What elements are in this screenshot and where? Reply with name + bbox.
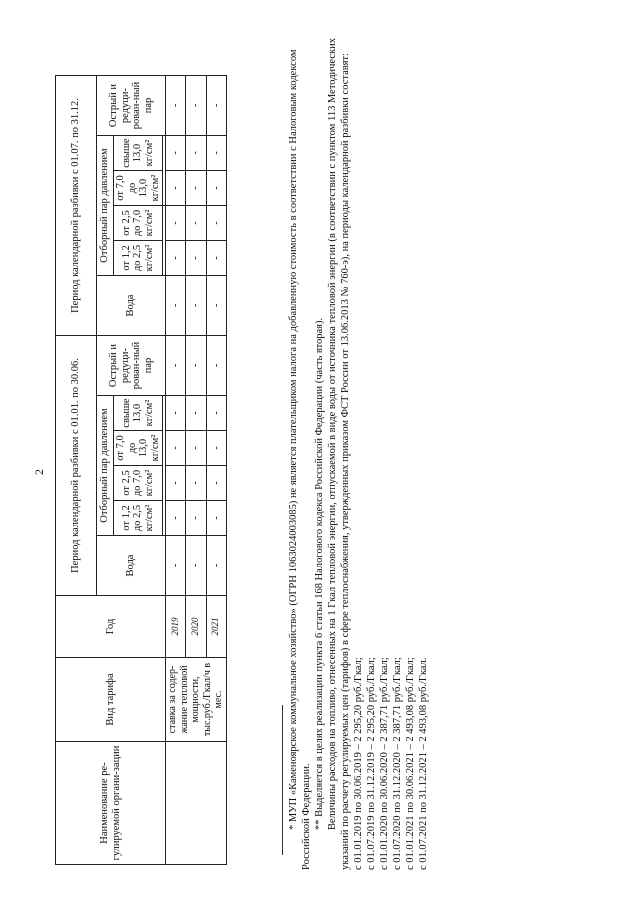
header-pressure-1: от 1,2 до 2,5 кг/см²	[114, 241, 163, 276]
header-period-2: Период календарной разбивки с 01.07. по 31.12.	[56, 76, 97, 336]
value-cell: -	[186, 536, 206, 596]
fuel-cost-list	[352, 10, 430, 870]
value-cell: -	[206, 136, 226, 171]
year-cell: 2020	[186, 596, 206, 658]
value-cell: -	[206, 536, 226, 596]
value-cell: -	[206, 466, 226, 501]
value-cell: -	[186, 396, 206, 431]
value-cell: -	[206, 431, 226, 466]
value-cell: -	[166, 76, 186, 136]
value-cell: -	[166, 431, 186, 466]
value-cell: -	[206, 76, 226, 136]
header-sharp-steam-2: Острый и редуци-рован-ный пар	[97, 76, 166, 136]
table-row	[166, 76, 186, 865]
value-cell: -	[186, 136, 206, 171]
value-cell: -	[206, 396, 226, 431]
value-cell: -	[166, 536, 186, 596]
header-water-1: Вода	[97, 536, 166, 596]
header-pressure-4: свыше 13,0 кг/см²	[114, 136, 163, 171]
tariff-kind-cell: ставка за содер-жание тепловой мощности, тыс.руб./Гкал/ч в мес.	[166, 658, 227, 742]
tariff-table	[55, 75, 227, 865]
list-item: с 01.01.2019 по 30.06.2019 – 2 295,20 руб./Гкал;	[353, 657, 364, 870]
header-selective-steam-2: Отборный пар давлением	[97, 136, 114, 276]
list-item: с 01.07.2020 по 31.12.2020 – 2 387,71 руб./Гкал;	[392, 657, 403, 870]
value-cell: -	[186, 336, 206, 396]
value-cell: -	[166, 206, 186, 241]
value-cell: -	[166, 501, 186, 536]
notes-block	[287, 10, 430, 870]
fuel-cost-paragraph: Величины расходов на топливо, отнесенных на 1 Гкал тепловой энергии, отпускаемой в виде воды от источника тепловой энергии (в соответствии с пунктом 113 Методических указаний по расчету регулируемых цен (тарифов) в сфере теплоснабжения, утвержденных приказом ФСТ России от 13.06.2013 № 760-э), на периоды календарной разбивки составят:	[327, 37, 351, 870]
header-pressure-2: от 2,5 до 7,0 кг/см²	[114, 466, 163, 501]
value-cell: -	[166, 136, 186, 171]
value-cell: -	[186, 276, 206, 336]
value-cell: -	[166, 171, 186, 206]
list-item: с 01.01.2020 по 30.06.2020 – 2 387,71 руб./Гкал;	[379, 657, 390, 870]
value-cell: -	[166, 276, 186, 336]
header-pressure-1: от 1,2 до 2,5 кг/см²	[114, 501, 163, 536]
header-period-1: Период календарной разбивки с 01.01. по 30.06.	[56, 336, 97, 596]
value-cell: -	[206, 336, 226, 396]
value-cell: -	[186, 466, 206, 501]
footnote-rule	[282, 705, 283, 855]
value-cell: -	[206, 241, 226, 276]
year-cell: 2021	[206, 596, 226, 658]
value-cell: -	[206, 276, 226, 336]
value-cell: -	[186, 501, 206, 536]
footnote-vat: * МУП «Каменоярское коммунальное хозяйство» (ОГРН 1063024003085) не является плательщиком налога на добавленную стоимость в соответствии с Налоговым кодексом Российской Федерации.	[288, 49, 312, 870]
header-org: Наименование ре-гулируемой органи-зации	[56, 742, 166, 865]
value-cell: -	[186, 241, 206, 276]
value-cell: -	[186, 431, 206, 466]
header-pressure-3: от 7,0 до 13,0 кг/см²	[114, 431, 163, 466]
value-cell: -	[166, 241, 186, 276]
header-water-2: Вода	[97, 276, 166, 336]
value-cell: -	[206, 501, 226, 536]
header-pressure-3: от 7,0 до 13,0 кг/см²	[114, 171, 163, 206]
header-sharp-steam-1: Острый и редуци-рован-ный пар	[97, 336, 166, 396]
header-tariff-kind: Вид тарифа	[56, 658, 166, 742]
header-pressure-4: свыше 13,0 кг/см²	[114, 396, 163, 431]
list-item: с 01.01.2021 по 30.06.2021 – 2 493,08 руб./Гкал;	[405, 657, 416, 870]
header-pressure-2: от 2,5 до 7,0 кг/см²	[114, 206, 163, 241]
value-cell: -	[166, 336, 186, 396]
value-cell: -	[186, 206, 206, 241]
header-selective-steam-1: Отборный пар давлением	[97, 396, 114, 536]
value-cell: -	[206, 171, 226, 206]
value-cell: -	[166, 396, 186, 431]
value-cell: -	[206, 206, 226, 241]
footnote-tax-code: ** Выделяется в целях реализации пункта 6 статьи 168 Налогового кодекса Российской Федерации (часть вторая).	[314, 317, 325, 830]
value-cell: -	[186, 171, 206, 206]
header-year: Год	[56, 596, 166, 658]
page-number: 2	[32, 469, 46, 475]
list-item: с 01.07.2019 по 31.12.2019 – 2 295,20 руб./Гкал;	[366, 657, 377, 870]
org-cell	[166, 742, 227, 865]
value-cell: -	[166, 466, 186, 501]
list-item: с 01.07.2021 по 31.12.2021 – 2 493,08 руб./Гкал.	[418, 657, 429, 870]
year-cell: 2019	[166, 596, 186, 658]
value-cell: -	[186, 76, 206, 136]
